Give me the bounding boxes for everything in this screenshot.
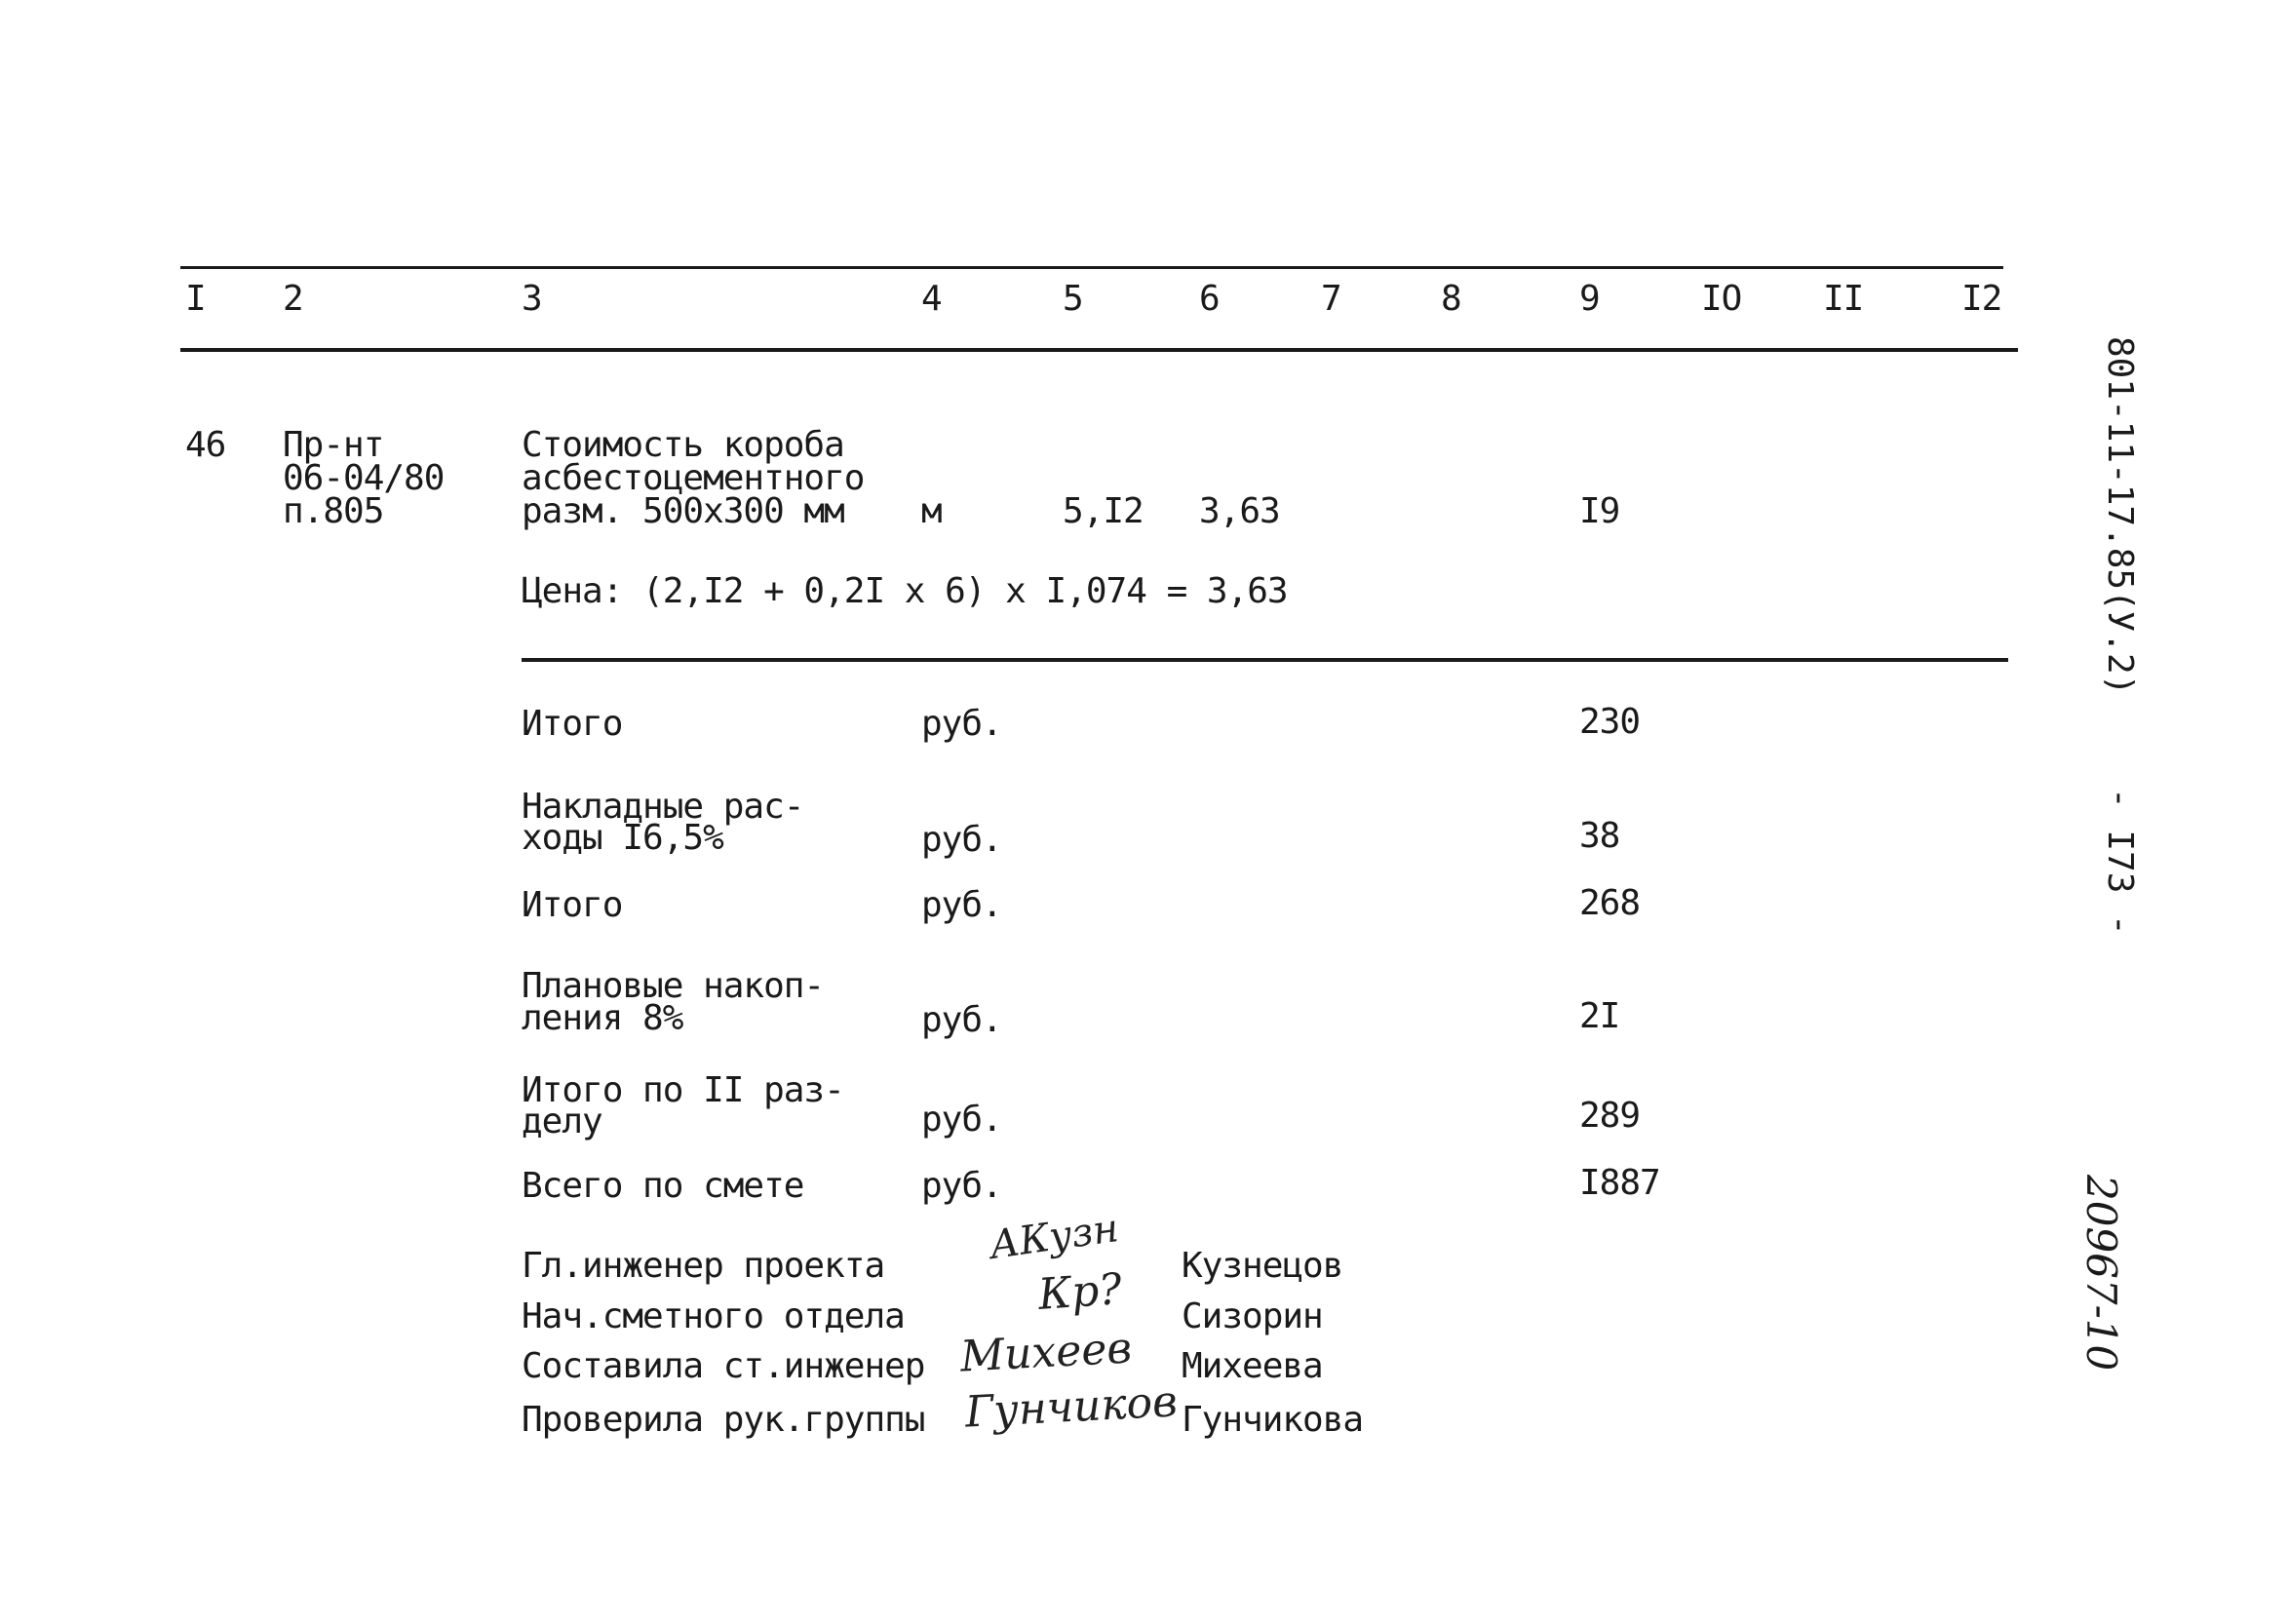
margin-document-code: 801-11-17.85 [2100,336,2140,591]
item-number: 46 [185,425,226,465]
signatory-name: Кузнецов [1182,1246,1343,1286]
summary-unit: руб. [921,1000,1002,1040]
summary-value: 289 [1579,1096,1641,1136]
item-description-line: асбестоцементного [522,458,865,498]
header-top-rule [180,266,2003,269]
signatory-name: Михеева [1182,1346,1323,1386]
item-description-line: Стоимость короба [522,425,844,465]
margin-volume: (У.2) [2100,590,2140,696]
column-number: 5 [1063,279,1083,319]
summary-value: 268 [1579,883,1641,923]
column-number: 4 [921,279,942,319]
signatory-name: Гунчикова [1182,1400,1364,1440]
item-total: I9 [1579,491,1620,531]
signatory-role: Составила ст.инженер [522,1346,925,1386]
summary-unit: руб. [921,1100,1002,1140]
summary-label: Плановые накоп- [522,966,825,1006]
header-bottom-rule [180,348,2018,352]
summary-value: 38 [1579,816,1620,856]
summary-label: Накладные рас- [522,787,804,827]
section-rule [522,658,2008,662]
summary-label: ходы I6,5% [522,818,723,858]
summary-label: Итого по II раз- [522,1070,844,1110]
item-ref-line: п.805 [283,491,384,531]
column-number: II [1823,279,1864,319]
summary-unit: руб. [921,885,1002,925]
column-number: 9 [1579,279,1600,319]
summary-value: 2I [1579,996,1620,1036]
column-number: 3 [522,279,542,319]
handwritten-signature: Гунчиков [963,1376,1179,1438]
item-ref-line: Пр-нт [283,425,384,465]
item-quantity: 5,I2 [1063,491,1144,531]
column-number: 8 [1441,279,1461,319]
signatory-name: Сизорин [1182,1296,1323,1336]
summary-unit: руб. [921,820,1002,860]
handwritten-signature: АКузн [987,1205,1122,1269]
item-ref-line: 06-04/80 [283,458,445,498]
summary-label: ления 8% [522,998,683,1038]
handwritten-signature: Михеев [958,1323,1134,1382]
column-number: I [185,279,206,319]
margin-archive-number: 20967-10 [2077,1175,2125,1372]
summary-unit: руб. [921,1166,1002,1206]
signatory-role: Нач.сметного отдела [522,1296,905,1336]
summary-label: делу [522,1102,602,1141]
item-unit-price: 3,63 [1199,491,1280,531]
signatory-role: Гл.инженер проекта [522,1246,885,1286]
summary-label: Итого [522,704,623,744]
column-number: 7 [1321,279,1341,319]
column-number: 2 [283,279,303,319]
item-unit: м [921,491,942,531]
column-number: 6 [1199,279,1220,319]
summary-value: I887 [1579,1163,1660,1203]
column-number: IO [1701,279,1742,319]
item-description-line: разм. 500x300 мм [522,491,844,531]
summary-label: Итого [522,885,623,925]
column-number: I2 [1961,279,2002,319]
summary-unit: руб. [921,704,1002,744]
summary-value: 230 [1579,702,1641,742]
margin-page-number: - I73 - [2100,788,2140,936]
summary-label: Всего по смете [522,1166,804,1206]
item-price-formula: Цена: (2,I2 + 0,2I x 6) x I,074 = 3,63 [522,571,1288,611]
handwritten-signature: Кр? [1036,1264,1124,1320]
signatory-role: Проверила рук.группы [522,1400,925,1440]
